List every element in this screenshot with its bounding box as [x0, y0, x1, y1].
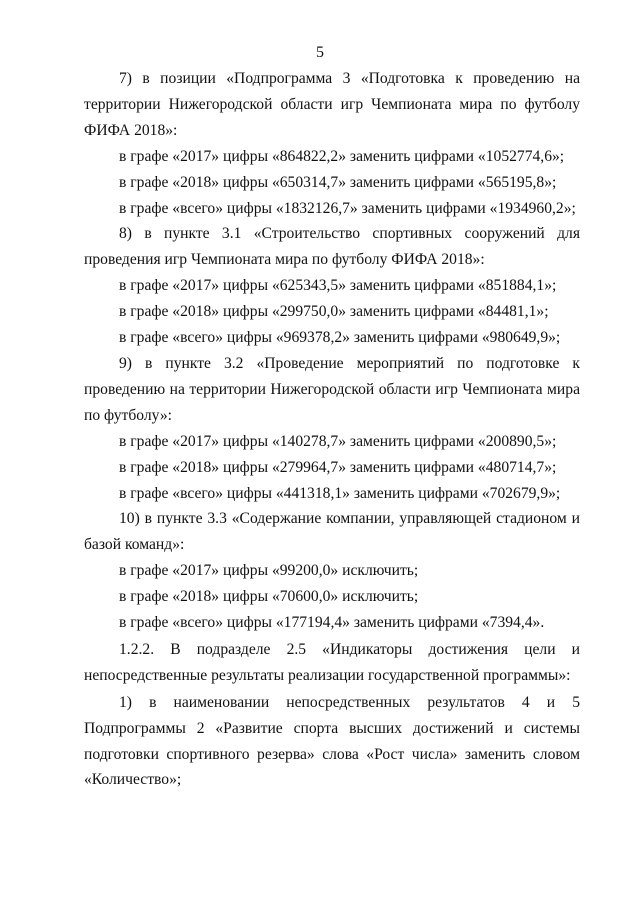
- paragraph-graph-total: в графе «всего» цифры «177194,4» заменить цифрами «7394,4».: [119, 614, 545, 632]
- document-body: [84, 66, 580, 793]
- paragraph-graph-total: в графе «всего» цифры «1832126,7» заменить цифрами «1934960,2»;: [119, 199, 576, 217]
- paragraph-item-10: 10) в пункте 3.3 «Содержание компании, управляющей стадионом и базой команд»:: [84, 510, 580, 554]
- paragraph-graph-2018: в графе «2018» цифры «650314,7» заменить цифрами «565195,8»;: [119, 173, 557, 191]
- paragraph-section-1-2-2: 1.2.2. В подразделе 2.5 «Индикаторы достижения цели и непосредственные результаты реализации государственной программы»:: [84, 640, 580, 684]
- paragraph-item-9: 9) в пункте 3.2 «Проведение мероприятий по подготовке к проведению на территории Нижегородской области игр Чемпионата мира по футболу»:: [84, 354, 580, 424]
- paragraph-graph-2017: в графе «2017» цифры «140278,7» заменить цифрами «200890,5»;: [119, 432, 557, 450]
- page-number: 5: [316, 44, 324, 61]
- paragraph-graph-2017: в графе «2017» цифры «99200,0» исключить;: [119, 562, 419, 580]
- paragraph-item-8: 8) в пункте 3.1 «Строительство спортивных сооружений для проведения игр Чемпионата мира по футболу ФИФА 2018»:: [84, 225, 580, 269]
- paragraph-graph-2017: в графе «2017» цифры «625343,5» заменить цифрами «851884,1»;: [119, 277, 557, 295]
- paragraph-subitem-1: 1) в наименовании непосредственных результатов 4 и 5 Подпрограммы 2 «Развитие спорта высших достижений и системы подготовки спортивного резерва» слова «Рост числа» заменить словом «Количество»;: [84, 693, 580, 789]
- paragraph-graph-2018: в графе «2018» цифры «299750,0» заменить цифрами «84481,1»;: [119, 303, 549, 321]
- paragraph-graph-2017: в графе «2017» цифры «864822,2» заменить цифрами «1052774,6»;: [119, 147, 565, 165]
- paragraph-graph-total: в графе «всего» цифры «969378,2» заменить цифрами «980649,9»;: [119, 329, 561, 347]
- paragraph-graph-2018: в графе «2018» цифры «70600,0» исключить;: [119, 588, 419, 606]
- paragraph-graph-2018: в графе «2018» цифры «279964,7» заменить цифрами «480714,7»;: [119, 458, 557, 476]
- paragraph-graph-total: в графе «всего» цифры «441318,1» заменить цифрами «702679,9»;: [119, 484, 561, 502]
- paragraph-item-7: 7) в позиции «Подпрограмма 3 «Подготовка к проведению на территории Нижегородской области игр Чемпионата мира по футболу ФИФА 2018»:: [84, 70, 580, 139]
